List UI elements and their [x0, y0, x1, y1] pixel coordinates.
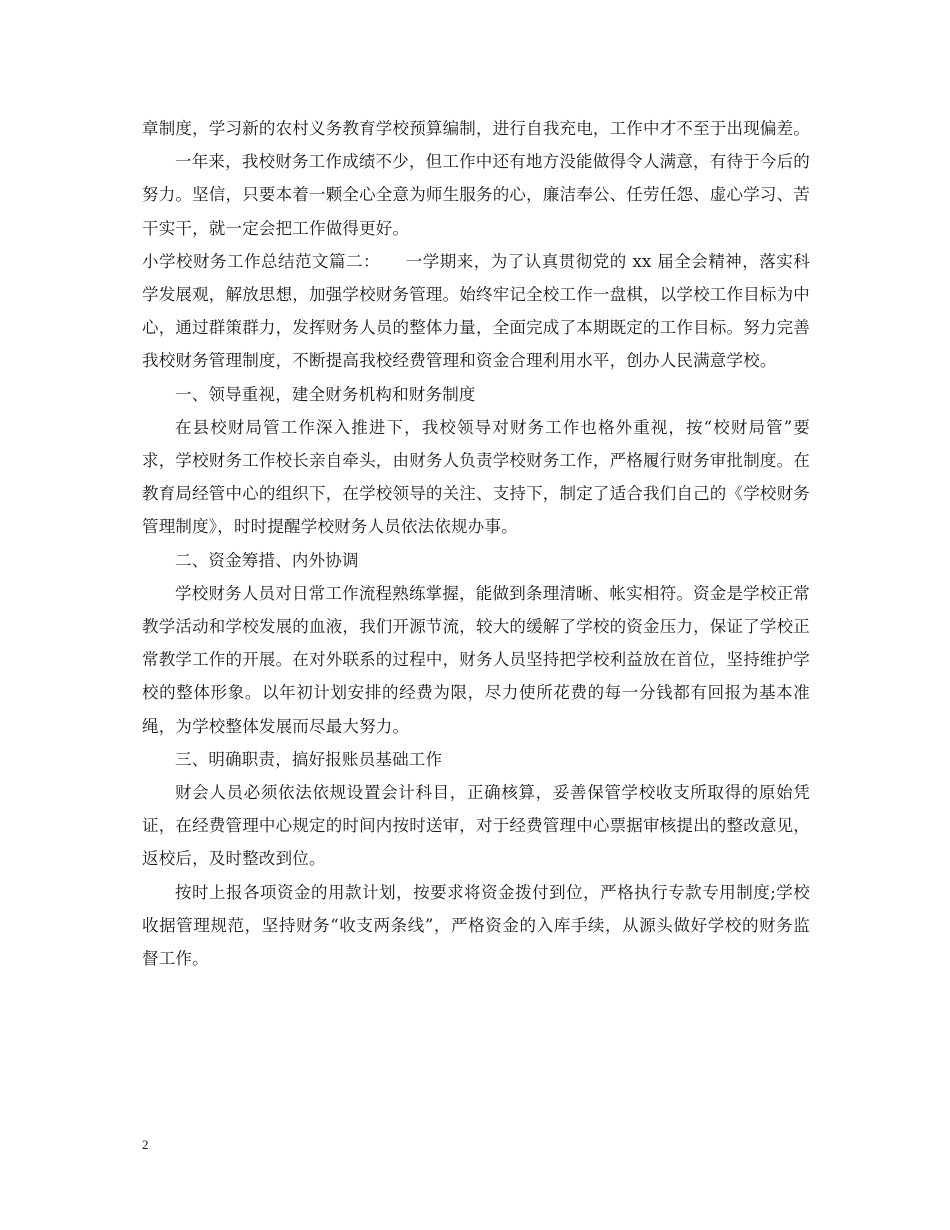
paragraph-section-2: 学校财务人员对日常工作流程熟练掌握，能做到条理清晰、帐实相符。资金是学校正常教学活动和学校发展的血液，我们开源节流，较大的缓解了学校的资金压力，保证了学校正常教学工作的开展。在对外联系的过程中，财务人员坚持把学校利益放在首位，坚持维护学校的整体形象。以年初计划安排的经费为限，尽力使所花费的每一分钱都有回报为基本准绳，为学校整体发展而尽最大努力。	[142, 583, 810, 736]
document-body	[142, 112, 810, 975]
section-heading-3: 三、明确职责，搞好报账员基础工作	[175, 749, 443, 769]
paragraph-section-3b: 按时上报各项资金的用款计划，按要求将资金拨付到位，严格执行专款专用制度;学校收据管理规范，坚持财务“收支两条线”，严格资金的入库手续，从源头做好学校的财务监督工作。	[142, 882, 810, 969]
paragraph-section-1: 在县校财局管工作深入推进下，我校领导对财务工作也格外重视，按“校财局管”要求，学校财务工作校长亲自牵头，由财务人负责学校财务工作，严格履行财务审批制度。在教育局经管中心的组织下，在学校领导的关注、支持下，制定了适合我们自己的《学校财务管理制度》，时时提醒学校财务人员依法依规办事。	[142, 417, 810, 537]
page-number: 2	[142, 1137, 149, 1152]
paragraph-summary: 一年来，我校财务工作成绩不少，但工作中还有地方没能做得令人满意，有待于今后的努力。坚信，只要本着一颗全心全意为师生服务的心，廉洁奉公、任劳任怨、虚心学习、苦干实干，就一定会把工作做得更好。	[142, 152, 810, 238]
section-heading-2: 二、资金筹措、内外协调	[175, 550, 359, 570]
paragraph-continuation: 章制度，学习新的农村义务教育学校预算编制，进行自我充电，工作中才不至于出现偏差。	[142, 119, 810, 138]
section-heading-1: 一、领导重视，建全财务机构和财务制度	[175, 384, 476, 404]
paragraph-section-3a: 财会人员必须依法依规设置会计科目，正确核算，妥善保管学校收支所取得的原始凭证，在经费管理中心规定的时间内按时送审，对于经费管理中心票据审核提出的整改意见，返校后，及时整改到位。	[142, 783, 810, 869]
paragraph-article-two-intro: 小学校财务工作总结范文篇二： 一学期来，为了认真贯彻党的 xx 届全会精神，落实科学发展观，解放思想，加强学校财务管理。始终牢记全校工作一盘棋，以学校工作目标为中心，通过群策群力，发挥财务人员的整体力量，全面完成了本期既定的工作目标。努力完善我校财务管理制度，不断提高我校经费管理和资金合理利用水平，创办人民满意学校。	[142, 251, 810, 371]
